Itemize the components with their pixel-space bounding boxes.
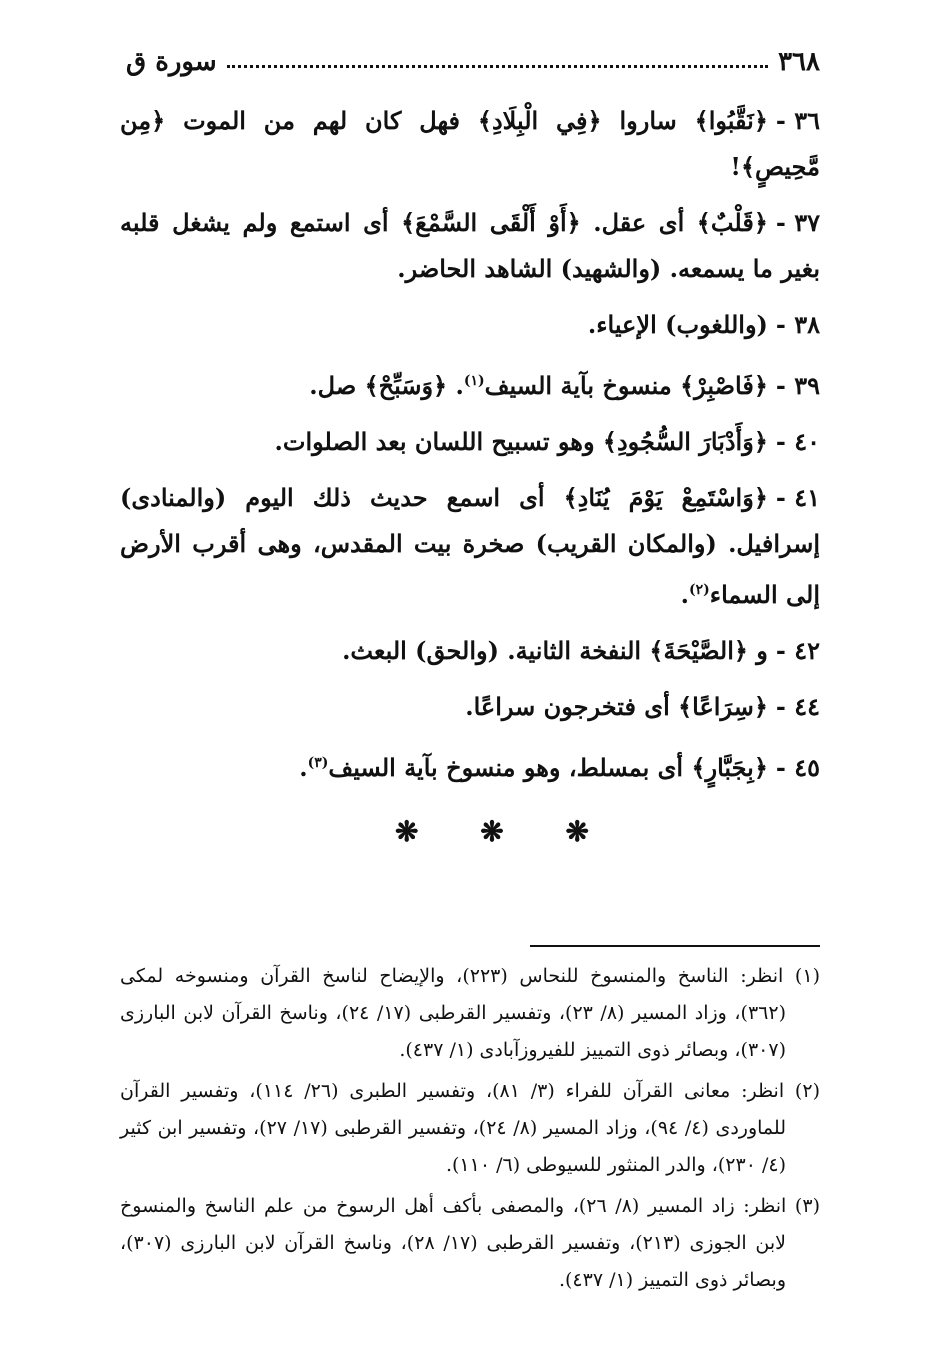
- footnote: (٣) انظر: زاد المسير (٨/ ٢٦)، والمصفى بأكف أهل الرسوخ من علم الناسخ والمنسوخ لابن الجوزى (٢١٣)، وتفسير القرطبى (١٧/ ٢٨)، وناسخ القرآن لابن البارزى (٣٠٧)، وبصائر ذوى التمييز (١/ ٤٣٧).: [120, 1195, 820, 1291]
- verse-number: ٤٢ -: [775, 636, 820, 665]
- verse-number: ٤٥ -: [775, 753, 820, 782]
- verse-number: ٤٤ -: [775, 692, 820, 721]
- verse-entry: [120, 628, 820, 674]
- verse-number: ٣٦ -: [775, 106, 820, 135]
- verse-text-continued: .: [299, 753, 308, 782]
- header-dot-leader: [227, 65, 768, 68]
- verse-text: ﴿قَلْبٌ﴾ أى عقل. ﴿أَوْ أَلْقَى السَّمْعَ﴾ أى استمع ولم يشغل قلبه بغير ما يسمعه. (والشهيد) الشاهد الحاضر.: [120, 208, 820, 283]
- verse-number: ٤٠ -: [775, 427, 820, 456]
- verse-entry: [120, 358, 820, 409]
- verse-entry: [120, 740, 820, 791]
- verse-entry: [120, 419, 820, 465]
- verse-number: ٣٧ -: [775, 208, 820, 237]
- verse-text: و ﴿الصَّيْحَةَ﴾ النفخة الثانية. (والحق) البعث.: [342, 636, 768, 665]
- footnote-rule: [530, 945, 820, 947]
- running-header: [126, 42, 820, 82]
- verse-text: ﴿فَاصْبِرْ﴾ منسوخ بآية السيف: [484, 371, 768, 400]
- footnote-marker: (٢): [689, 582, 710, 598]
- commentary-body: [120, 98, 820, 855]
- verse-text-continued: .: [680, 580, 690, 609]
- verse-text-continued: . ﴿وَسَبِّحْ﴾ صل.: [309, 371, 464, 400]
- surah-title: سورة ق: [126, 47, 217, 77]
- footnote-marker: (١): [463, 373, 485, 389]
- verse-number: ٣٩ -: [775, 371, 820, 400]
- verse-number: ٣٨ -: [775, 310, 820, 339]
- footnotes: [120, 958, 820, 1303]
- verse-text: (واللغوب) الإعياء.: [587, 310, 768, 339]
- verse-entry: [120, 98, 820, 190]
- footnote-marker: (٣): [307, 755, 329, 771]
- verse-number: ٤١ -: [775, 483, 820, 512]
- verse-entry: [120, 200, 820, 292]
- verse-text: ﴿بِجَبَّارٍ﴾ أى بمسلط، وهو منسوخ بآية السيف: [328, 753, 768, 782]
- verse-entry: [120, 302, 820, 348]
- page-number: ٣٦٨: [778, 47, 820, 77]
- section-separator-stars: ❋ ❋ ❋: [395, 815, 615, 848]
- verse-text: ﴿سِرَاعًا﴾ أى فتخرجون سراعًا.: [465, 692, 768, 721]
- verse-entry: [120, 475, 820, 618]
- footnote: (١) انظر: الناسخ والمنسوخ للنحاس (٢٢٣)، والإيضاح لناسخ القرآن ومنسوخه لمكى (٣٦٢)، وزاد المسير (٨/ ٢٣)، وتفسير القرطبى (١٧/ ٢٤)، وناسخ القرآن لابن البارزى (٣٠٧)، وبصائر ذوى التمييز للفيروزآبادى (١/ ٤٣٧).: [120, 965, 820, 1061]
- verse-text: ﴿نَقَّبُوا﴾ ساروا ﴿فِي الْبِلَادِ﴾ فهل كان لهم من الموت ﴿مِن مَّحِيصٍ﴾!: [120, 106, 820, 181]
- verse-entry: [120, 684, 820, 730]
- verse-text: ﴿وَأَدْبَارَ السُّجُودِ﴾ وهو تسبيح اللسان بعد الصلوات.: [274, 427, 768, 456]
- footnote: (٢) انظر: معانى القرآن للفراء (٣/ ٨١)، وتفسير الطبرى (٢٦/ ١١٤)، وتفسير القرآن للماوردى (٤/ ٩٤)، وزاد المسير (٨/ ٢٤)، وتفسير القرطبى (١٧/ ٢٧)، وتفسير ابن كثير (٤/ ٢٣٠)، والدر المنثور للسيوطى (٦/ ١١٠).: [120, 1080, 820, 1176]
- verse-text: ﴿وَاسْتَمِعْ يَوْمَ يُنَادِ﴾ أى اسمع حديث ذلك اليوم (والمنادى) إسرافيل. (والمكان القريب) صخرة بيت المقدس، وهى أقرب الأرض إلى السماء: [120, 483, 820, 609]
